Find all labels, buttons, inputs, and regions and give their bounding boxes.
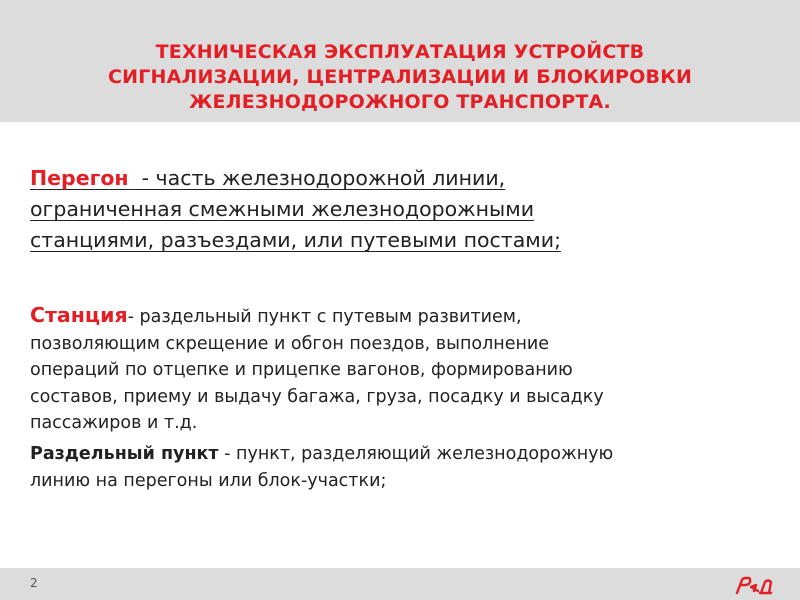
title-line-3: ЖЕЛЕЗНОДОРОЖНОГО ТРАНСПОРТА. — [189, 91, 611, 113]
definition-stantsiya-line-3: операций по отцепке и прицепке вагонов, формированию — [30, 360, 573, 380]
title-line-1: ТЕХНИЧЕСКАЯ ЭКСПЛУАТАЦИЯ УСТРОЙСТВ — [155, 41, 645, 63]
page-title — [40, 40, 760, 115]
definition-stantsiya — [30, 302, 775, 437]
rzd-logo-icon — [734, 574, 774, 596]
definition-stantsiya-line-5: пассажиров и т.д. — [30, 413, 198, 433]
footer-band — [0, 568, 800, 600]
definition-peregon-line-1 — [30, 163, 770, 194]
definition-stantsiya-text-1: - раздельный пункт с путевым развитием, — [127, 307, 522, 327]
definition-razdelny-punkt-line-1 — [30, 441, 775, 468]
definition-peregon-line-3: станциями, разъездами, или путевыми постами; — [30, 228, 561, 252]
definition-stantsiya-line-4: составов, приему и выдачу багажа, груза, посадку и высадку — [30, 386, 604, 407]
title-line-2: СИГНАЛИЗАЦИИ, ЦЕНТРАЛИЗАЦИИ И БЛОКИРОВКИ — [107, 66, 693, 88]
definition-razdelny-punkt-text-1: - пункт, разделяющий железнодорожную — [218, 444, 614, 464]
definition-razdelny-punkt — [30, 441, 775, 495]
definition-peregon-text-1: - часть железнодорожной линии, — [128, 166, 506, 190]
term-razdelny-punkt: Раздельный пункт — [30, 444, 219, 464]
definition-stantsiya-line-2: позволяющим скрещение и обгон поездов, выполнение — [30, 333, 550, 354]
term-stantsiya: Станция — [30, 303, 128, 327]
term-peregon: Перегон — [30, 166, 129, 190]
definition-razdelny-punkt-line-2: линию на перегоны или блок-участки; — [30, 471, 387, 491]
page-number: 2 — [30, 576, 38, 590]
definition-peregon-line-2: ограниченная смежными железнодорожными — [30, 197, 535, 221]
definition-peregon — [30, 163, 770, 256]
definition-stantsiya-line-1 — [30, 302, 775, 331]
